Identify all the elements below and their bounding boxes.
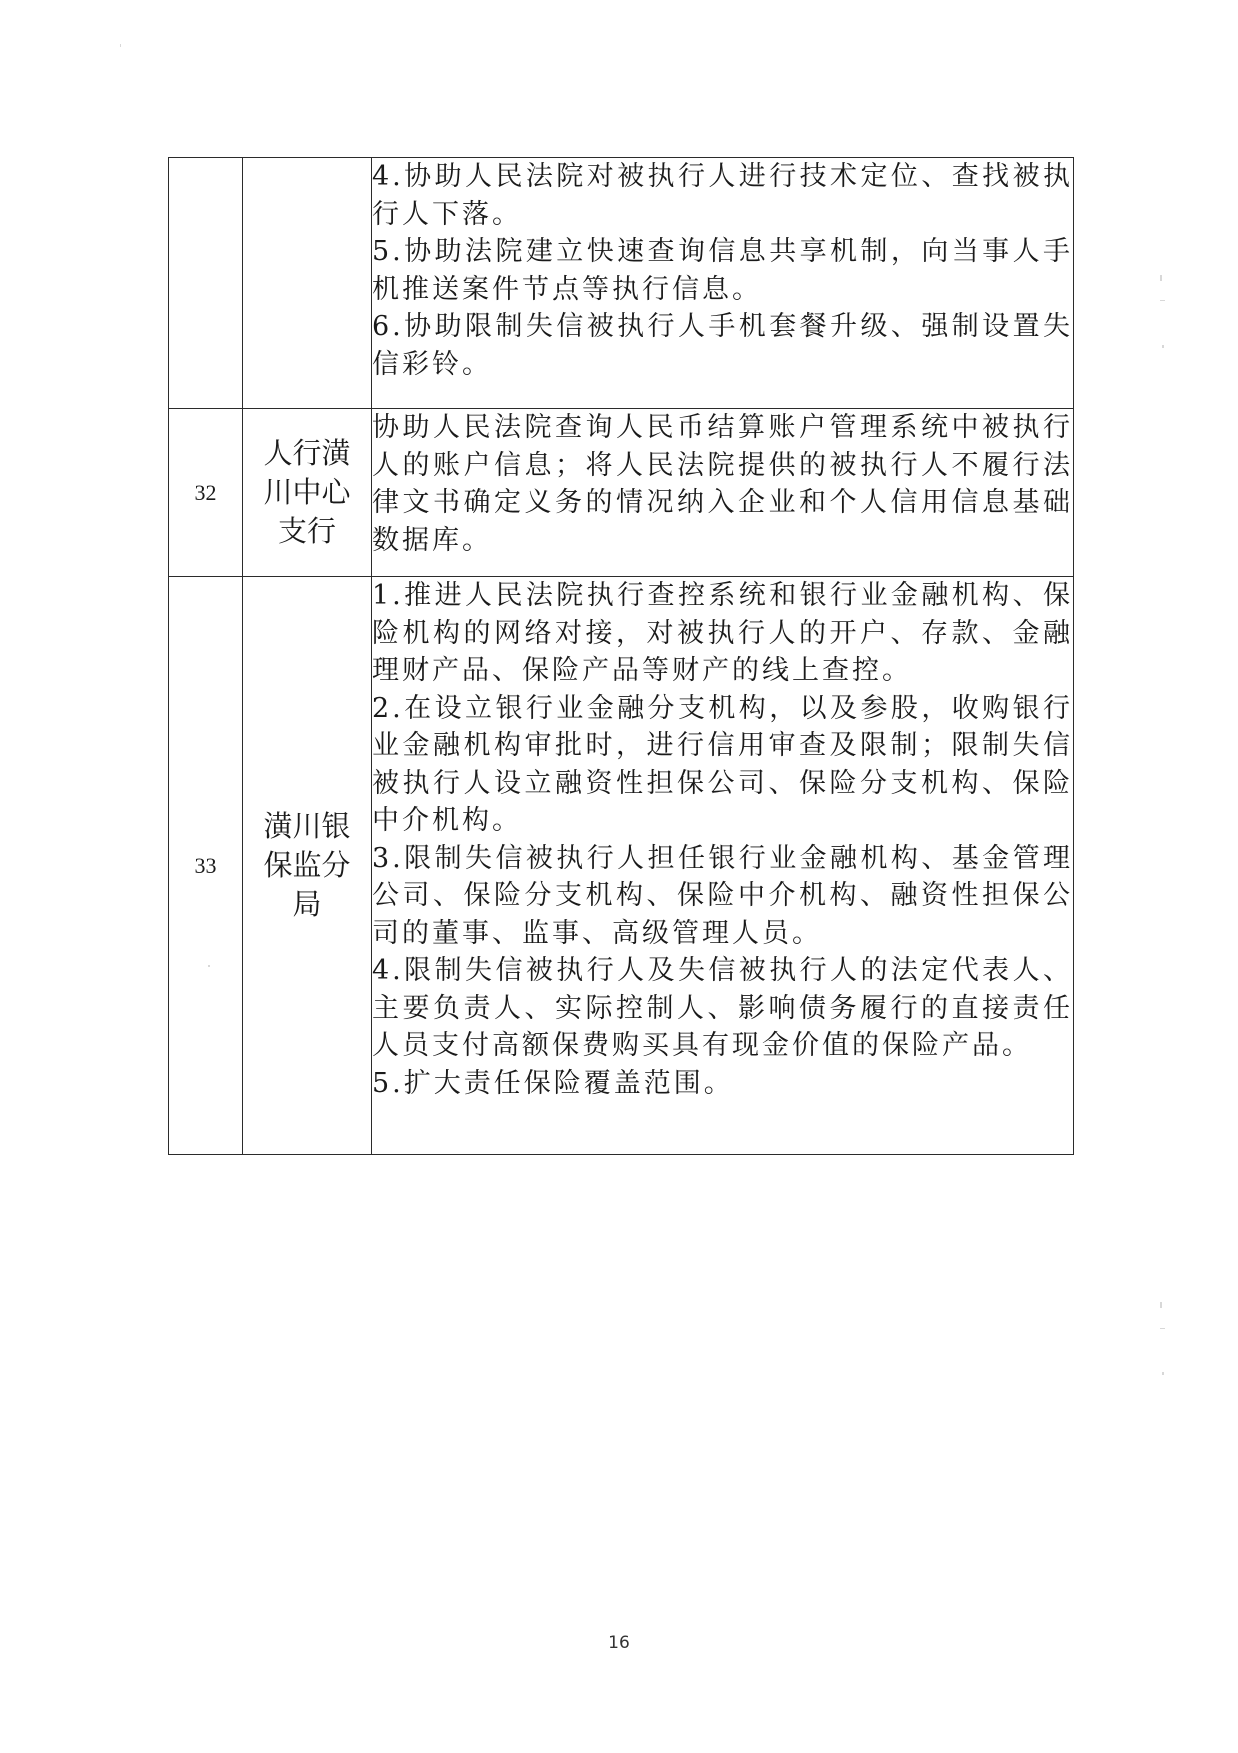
- row-number-cell: 33: [169, 577, 243, 1155]
- scan-speck: [1160, 275, 1162, 281]
- organization-name-line: 川中心: [263, 475, 351, 509]
- organization-name-line: 局: [292, 887, 322, 921]
- row-number-cell: [169, 158, 243, 409]
- scan-speck: [208, 965, 210, 967]
- organization-name-line: 支行: [277, 514, 336, 548]
- duties-cell: [372, 158, 1074, 409]
- duty-table: [168, 157, 1074, 1155]
- duty-item: 协助人民法院查询人民币结算账户管理系统中被执行人的账户信息；将人民法院提供的被执行人不履行法律文书确定义务的情况纳入企业和个人信用信息基础数据库。: [372, 412, 1073, 556]
- row-number-cell: 32: [169, 409, 243, 577]
- duties-cell: [372, 409, 1074, 577]
- duty-item: 3.限制失信被执行人担任银行业金融机构、基金管理公司、保险分支机构、保险中介机构、融资性担保公司的董事、监事、高级管理人员。: [372, 842, 1073, 949]
- scan-speck: [1160, 1328, 1165, 1329]
- duty-item: 1.推进人民法院执行查控系统和银行业金融机构、保险机构的网络对接，对被执行人的开户、存款、金融理财产品、保险产品等财产的线上查控。: [372, 580, 1073, 686]
- table-row: [169, 158, 1074, 409]
- table-row: [169, 409, 1074, 577]
- organization-cell: [243, 577, 372, 1155]
- organization-name-line: 人行潢: [263, 436, 351, 470]
- scan-speck: [1162, 345, 1164, 348]
- duty-item: 6.协助限制失信被执行人手机套餐升级、强制设置失信彩铃。: [372, 311, 1073, 380]
- scan-speck: [120, 44, 121, 47]
- table-row: [169, 577, 1074, 1155]
- duty-item: 4.协助人民法院对被执行人进行技术定位、查找被执行人下落。: [372, 161, 1073, 230]
- organization-cell: [243, 158, 372, 409]
- organization-name-line: 保监分: [263, 848, 351, 882]
- duty-item: 5.协助法院建立快速查询信息共享机制，向当事人手机推送案件节点等执行信息。: [372, 236, 1073, 305]
- duties-cell: [372, 577, 1074, 1155]
- page-number: 16: [608, 1633, 630, 1653]
- scan-speck: [1160, 300, 1165, 301]
- scan-speck: [1162, 1372, 1164, 1375]
- organization-cell: [243, 409, 372, 577]
- duty-item: 4.限制失信被执行人及失信被执行人的法定代表人、主要负责人、实际控制人、影响债务履行的直接责任人员支付高额保费购买具有现金价值的保险产品。: [372, 955, 1073, 1061]
- scan-speck: [1160, 1302, 1162, 1308]
- duty-item: 5.扩大责任保险覆盖范围。: [372, 1067, 734, 1099]
- duty-item: 2.在设立银行业金融分支机构，以及参股，收购银行业金融机构审批时，进行信用审查及限制；限制失信被执行人设立融资性担保公司、保险分支机构、保险中介机构。: [372, 692, 1073, 836]
- organization-name-line: 潢川银: [263, 809, 351, 843]
